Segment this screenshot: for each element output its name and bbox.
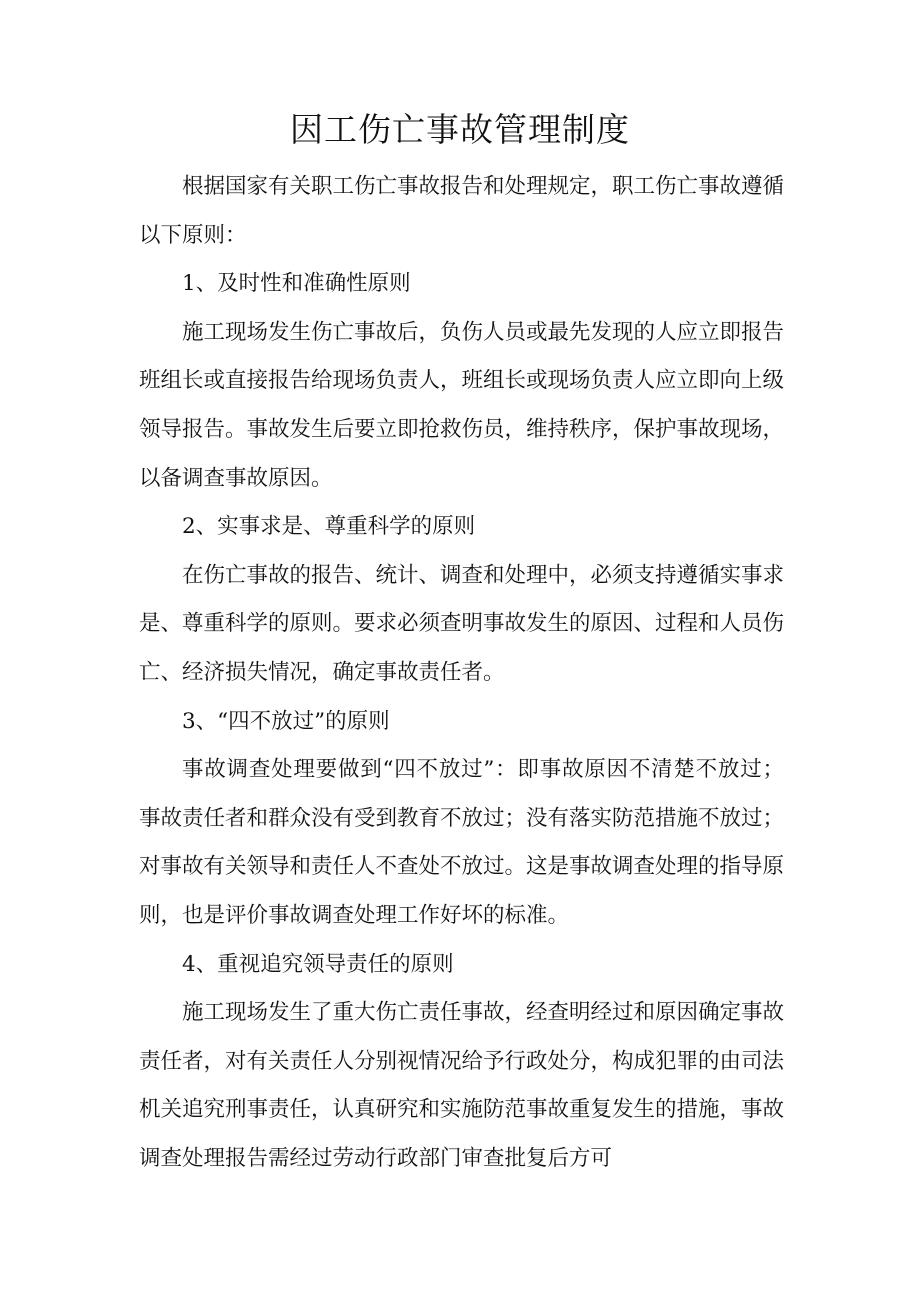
- section-paragraph-4: 施工现场发生了重大伤亡责任事故，经查明经过和原因确定事故责任者，对有关责任人分别视情况给予行政处分，构成犯罪的由司法机关追究刑事责任，认真研究和实施防范事故重复发生的措施，事故调查处理报告需经过劳动行政部门审查批复后方可: [139, 1000, 785, 1171]
- section-paragraph-3: 事故调查处理要做到“四不放过”：即事故原因不清楚不放过；事故责任者和群众没有受到教育不放过；没有落实防范措施不放过；对事故有关领导和责任人不查处不放过。这是事故调查处理的指导原则，也是评价事故调查处理工作好坏的标准。: [139, 757, 785, 928]
- section-heading-2: 2、实事求是、尊重科学的原则: [182, 514, 476, 540]
- section-heading-3: 3、“四不放过”的原则: [182, 708, 390, 734]
- section-heading-1: 1、及时性和准确性原则: [182, 271, 411, 297]
- section-paragraph-1: 施工现场发生伤亡事故后，负伤人员或最先发现的人应立即报告班组长或直接报告给现场负责人，班组长或现场负责人应立即向上级领导报告。事故发生后要立即抢救伤员，维持秩序，保护事故现场，以备调查事故原因。: [139, 319, 785, 491]
- document-title: 因工伤亡事故管理制度: [290, 110, 630, 149]
- section-heading-4: 4、重视追究领导责任的原则: [182, 951, 454, 977]
- intro-paragraph: 根据国家有关职工伤亡事故报告和处理规定，职工伤亡事故遵循以下原则：: [139, 174, 785, 248]
- section-paragraph-2: 在伤亡事故的报告、统计、调查和处理中，必须支持遵循实事求是、尊重科学的原则。要求必须查明事故发生的原因、过程和人员伤亡、经济损失情况，确定事故责任者。: [139, 562, 785, 685]
- document-body: [139, 163, 784, 1183]
